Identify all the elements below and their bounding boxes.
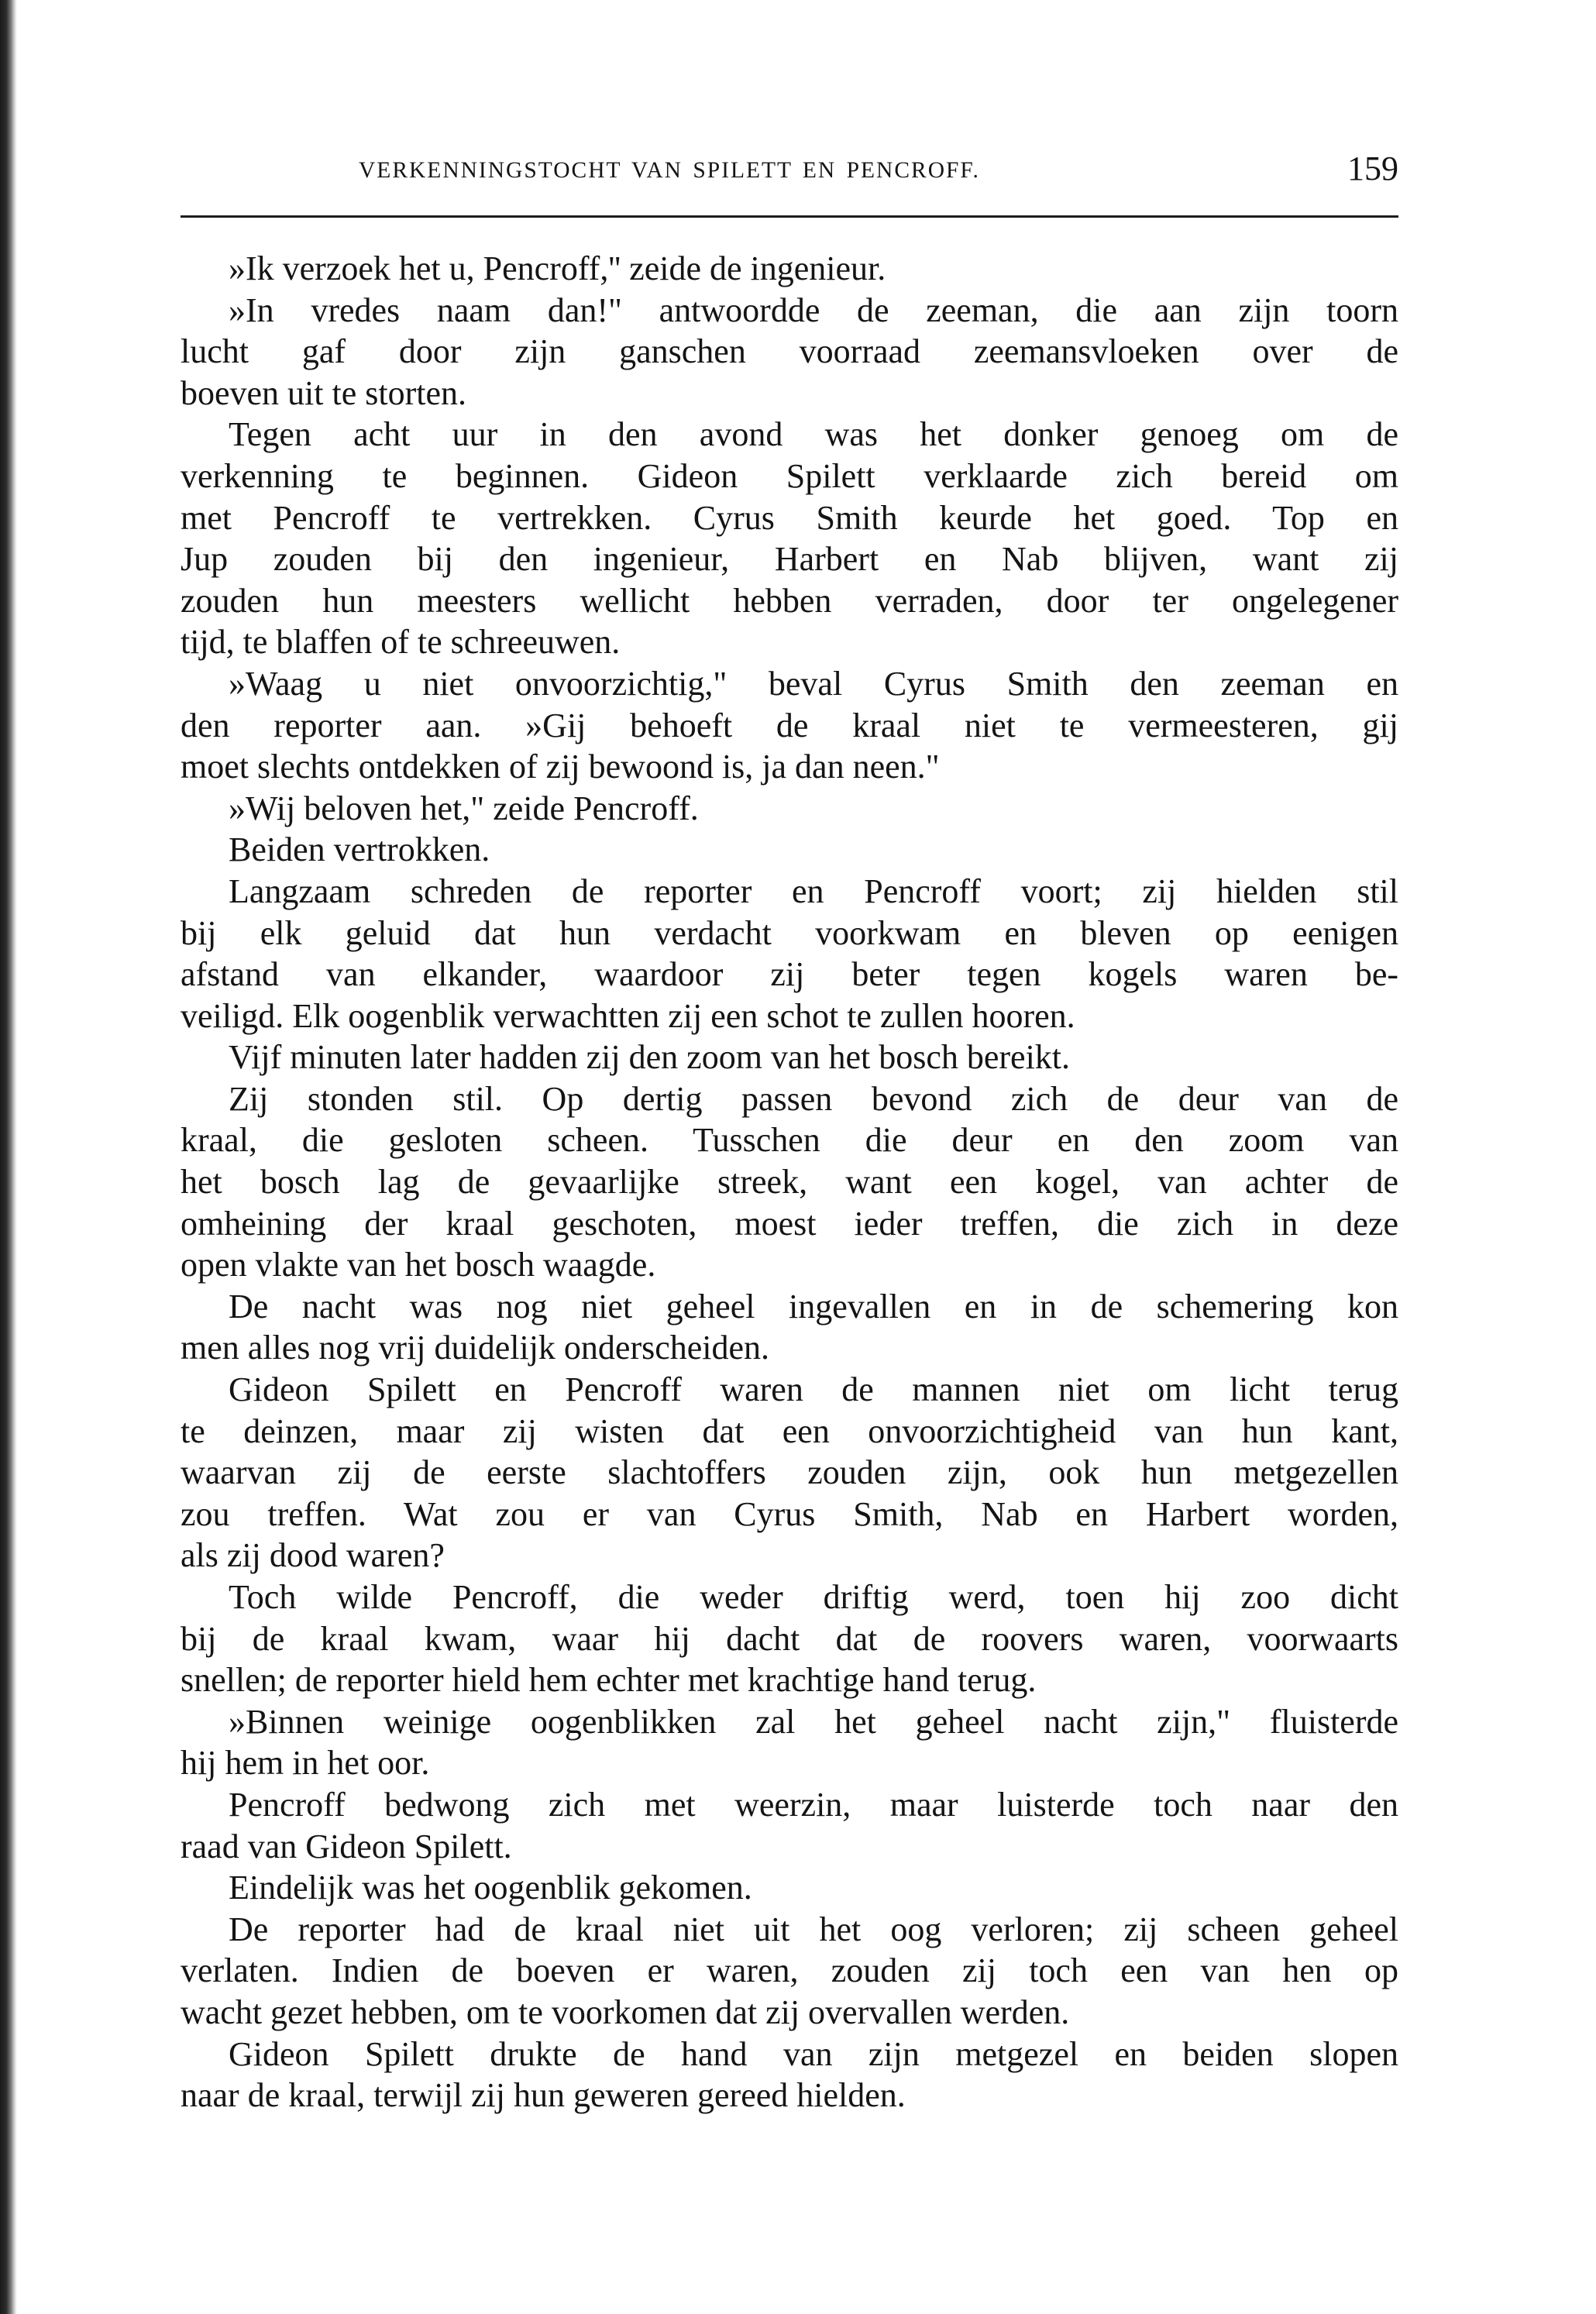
- text-line: hij hem in het oor.: [181, 1744, 430, 1783]
- text-line: raad van Gideon Spilett.: [181, 1827, 512, 1865]
- text-line: kraal, die gesloten scheen. Tusschen die deur en den zoom van: [181, 1121, 1398, 1160]
- text-line: Langzaam schreden de reporter en Pencroff voort; zij hielden stil: [229, 872, 1398, 910]
- text-line: verlaten. Indien de boeven er waren, zouden zij toch een van hen op: [181, 1951, 1398, 1990]
- text-line: naar de kraal, terwijl zij hun geweren gereed hielden.: [181, 2076, 906, 2115]
- text-line: verkenning te beginnen. Gideon Spilett verklaarde zich bereid om: [181, 456, 1398, 495]
- text-line: »Binnen weinige oogenblikken zal het geheel nacht zijn," fluisterde: [229, 1702, 1398, 1741]
- page-header: [181, 147, 1398, 194]
- text-line: zou treffen. Wat zou er van Cyrus Smith, Nab en Harbert worden,: [181, 1494, 1398, 1533]
- text-line: met Pencroff te vertrekken. Cyrus Smith keurde het goed. Top en: [181, 498, 1398, 537]
- text-line: waarvan zij de eerste slachtoffers zouden zijn, ook hun metgezellen: [181, 1453, 1398, 1492]
- text-line: Gideon Spilett en Pencroff waren de mannen niet om licht terug: [229, 1370, 1398, 1409]
- text-line: veiligd. Elk oogenblik verwachtten zij een schot te zullen hooren.: [181, 996, 1075, 1035]
- running-title: VERKENNINGSTOCHT VAN SPILETT EN PENCROFF.: [359, 158, 980, 183]
- text-line: De reporter had de kraal niet uit het oog verloren; zij scheen geheel: [229, 1910, 1398, 1948]
- text-line: snellen; de reporter hield hem echter met krachtige hand terug.: [181, 1661, 1037, 1700]
- text-line: het bosch lag de gevaarlijke streek, want een kogel, van achter de: [181, 1163, 1398, 1202]
- text-line: moet slechts ontdekken of zij bewoond is, ja dan neen.": [181, 748, 940, 786]
- text-line: open vlakte van het bosch waagde.: [181, 1246, 656, 1284]
- book-binding-edge: [0, 0, 17, 2314]
- text-line: den reporter aan. »Gij behoeft de kraal niet te vermeesteren, gij: [181, 706, 1398, 744]
- text-line: bij elk geluid dat hun verdacht voorkwam en bleven op eenigen: [181, 913, 1398, 952]
- text-line: Pencroff bedwong zich met weerzin, maar luisterde toch naar den: [229, 1785, 1398, 1824]
- text-line: afstand van elkander, waardoor zij beter tegen kogels waren be-: [181, 955, 1398, 994]
- text-line: te deinzen, maar zij wisten dat een onvoorzichtigheid van hun kant,: [181, 1411, 1398, 1450]
- text-line: Eindelijk was het oogenblik gekomen.: [229, 1869, 752, 1907]
- text-line: Toch wilde Pencroff, die weder driftig werd, toen hij zoo dicht: [229, 1578, 1398, 1616]
- text-line: bij de kraal kwam, waar hij dacht dat de roovers waren, voorwaarts: [181, 1619, 1398, 1658]
- header-rule: [181, 215, 1398, 218]
- text-line: men alles nog vrij duidelijk onderscheiden.: [181, 1329, 770, 1367]
- text-line: tijd, te blaffen of te schreeuwen.: [181, 623, 621, 662]
- text-line: Vijf minuten later hadden zij den zoom van het bosch bereikt.: [229, 1038, 1071, 1077]
- text-line: Beiden vertrokken.: [229, 830, 490, 869]
- page-number: 159: [1347, 150, 1398, 187]
- text-line: »Wij beloven het," zeide Pencroff.: [229, 789, 699, 827]
- text-line: »Ik verzoek het u, Pencroff,'' zeide de ingenieur.: [229, 249, 886, 287]
- text-line: wacht gezet hebben, om te voorkomen dat zij overvallen werden.: [181, 1993, 1070, 2031]
- text-line: De nacht was nog niet geheel ingevallen en in de schemering kon: [229, 1287, 1398, 1325]
- text-line: Zij stonden stil. Op dertig passen bevond zich de deur van de: [229, 1079, 1398, 1118]
- text-line: boeven uit te storten.: [181, 373, 467, 412]
- text-line: »Waag u niet onvoorzichtig," beval Cyrus Smith den zeeman en: [229, 664, 1398, 703]
- body-text: [181, 248, 1398, 2116]
- text-line: Tegen acht uur in den avond was het donker genoeg om de: [229, 415, 1398, 454]
- text-line: »In vredes naam dan!" antwoordde de zeeman, die aan zijn toorn: [229, 291, 1398, 329]
- text-line: lucht gaf door zijn ganschen voorraad zeemansvloeken over de: [181, 332, 1398, 371]
- text-line: als zij dood waren?: [181, 1536, 445, 1575]
- text-line: omheining der kraal geschoten, moest ieder treffen, die zich in deze: [181, 1204, 1398, 1243]
- text-line: Jup zouden bij den ingenieur, Harbert en Nab blijven, want zij: [181, 540, 1398, 579]
- text-line: zouden hun meesters wellicht hebben verraden, door ter ongelegener: [181, 581, 1398, 620]
- text-line: Gideon Spilett drukte de hand van zijn metgezel en beiden slopen: [229, 2034, 1398, 2073]
